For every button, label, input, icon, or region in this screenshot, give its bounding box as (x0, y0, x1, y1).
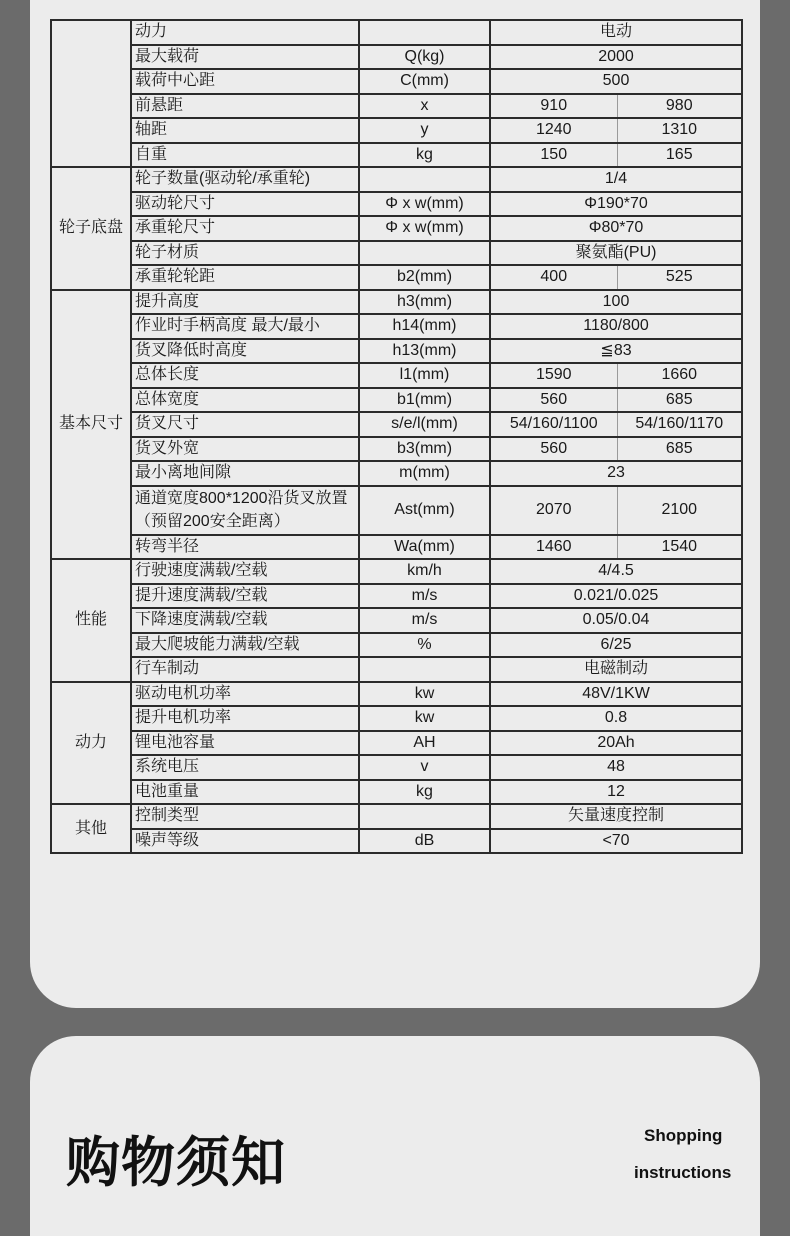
spec-unit: % (359, 633, 490, 658)
table-row (51, 461, 742, 486)
table-row (51, 118, 742, 143)
group-label: 其他 (51, 804, 131, 853)
spec-value: 0.05/0.04 (490, 608, 742, 633)
spec-label: 提升速度满载/空载 (131, 584, 359, 609)
spec-label: 自重 (131, 143, 359, 168)
spec-value-model-a: 910 (490, 94, 617, 119)
spec-value: 矢量速度控制 (490, 804, 742, 829)
spec-label: 承重轮尺寸 (131, 216, 359, 241)
table-row (51, 20, 742, 45)
spec-label: 最大爬坡能力满载/空载 (131, 633, 359, 658)
spec-value: 20Ah (490, 731, 742, 756)
spec-label: 转弯半径 (131, 535, 359, 560)
spec-label: 最大载荷 (131, 45, 359, 70)
spec-value-model-b: 685 (617, 388, 742, 413)
spec-label: 动力 (131, 20, 359, 45)
spec-label: 轮子数量(驱动轮/承重轮) (131, 167, 359, 192)
spec-unit: kw (359, 706, 490, 731)
group-label: 轮子底盘 (51, 167, 131, 290)
table-row (51, 241, 742, 266)
spec-unit: Q(kg) (359, 45, 490, 70)
table-row (51, 559, 742, 584)
spec-unit (359, 167, 490, 192)
spec-label: 货叉尺寸 (131, 412, 359, 437)
table-row (51, 486, 742, 535)
table-row (51, 731, 742, 756)
spec-value: 100 (490, 290, 742, 315)
table-row (51, 535, 742, 560)
spec-value-model-a: 560 (490, 437, 617, 462)
group-label (51, 20, 131, 167)
spec-label: 系统电压 (131, 755, 359, 780)
spec-label: 前悬距 (131, 94, 359, 119)
spec-value: Φ80*70 (490, 216, 742, 241)
table-row (51, 755, 742, 780)
spec-label: 锂电池容量 (131, 731, 359, 756)
spec-value-model-b: 525 (617, 265, 742, 290)
table-row (51, 167, 742, 192)
table-row (51, 706, 742, 731)
spec-unit: x (359, 94, 490, 119)
spec-unit: kg (359, 780, 490, 805)
spec-label: 提升电机功率 (131, 706, 359, 731)
table-row (51, 339, 742, 364)
spec-value: 1/4 (490, 167, 742, 192)
spec-label: 总体长度 (131, 363, 359, 388)
spec-value: 48V/1KW (490, 682, 742, 707)
table-row (51, 657, 742, 682)
spec-value-model-a: 1240 (490, 118, 617, 143)
spec-label: 货叉外宽 (131, 437, 359, 462)
table-row (51, 388, 742, 413)
group-label: 基本尺寸 (51, 290, 131, 560)
spec-unit: y (359, 118, 490, 143)
spec-value-model-a: 560 (490, 388, 617, 413)
spec-value: 4/4.5 (490, 559, 742, 584)
spec-label: 电池重量 (131, 780, 359, 805)
table-row (51, 192, 742, 217)
table-row (51, 633, 742, 658)
table-row (51, 780, 742, 805)
spec-value-model-b: 980 (617, 94, 742, 119)
spec-value: 电磁制动 (490, 657, 742, 682)
spec-value-model-b: 2100 (617, 486, 742, 535)
spec-unit: h3(mm) (359, 290, 490, 315)
spec-unit: m(mm) (359, 461, 490, 486)
spec-unit: C(mm) (359, 69, 490, 94)
spec-unit: m/s (359, 608, 490, 633)
spec-unit: km/h (359, 559, 490, 584)
spec-unit (359, 241, 490, 266)
spec-value-model-b: 1660 (617, 363, 742, 388)
spec-value: <70 (490, 829, 742, 854)
spec-unit: Φ x w(mm) (359, 216, 490, 241)
spec-value: ≦83 (490, 339, 742, 364)
spec-label: 提升高度 (131, 290, 359, 315)
spec-value-model-a: 1460 (490, 535, 617, 560)
spec-value-model-a: 400 (490, 265, 617, 290)
spec-unit: b1(mm) (359, 388, 490, 413)
spec-value-model-a: 54/160/1100 (490, 412, 617, 437)
spec-unit: Ast(mm) (359, 486, 490, 535)
spec-value-model-b: 1310 (617, 118, 742, 143)
table-row (51, 94, 742, 119)
spec-value: 23 (490, 461, 742, 486)
spec-value: 2000 (490, 45, 742, 70)
spec-label: 载荷中心距 (131, 69, 359, 94)
spec-value: 聚氨酯(PU) (490, 241, 742, 266)
spec-label: 货叉降低时高度 (131, 339, 359, 364)
table-row (51, 804, 742, 829)
table-row (51, 265, 742, 290)
table-row (51, 143, 742, 168)
spec-label: 驱动轮尺寸 (131, 192, 359, 217)
table-row (51, 829, 742, 854)
table-row (51, 608, 742, 633)
spec-unit: dB (359, 829, 490, 854)
spec-value: 6/25 (490, 633, 742, 658)
spec-label: 轮子材质 (131, 241, 359, 266)
spec-value: 0.8 (490, 706, 742, 731)
table-row (51, 69, 742, 94)
spec-value-model-b: 685 (617, 437, 742, 462)
spec-value: 500 (490, 69, 742, 94)
spec-value: 1180/800 (490, 314, 742, 339)
spec-unit: AH (359, 731, 490, 756)
shopping-title-en-line1: Shopping (644, 1126, 723, 1145)
spec-unit (359, 804, 490, 829)
table-row (51, 290, 742, 315)
spec-value: 48 (490, 755, 742, 780)
spec-unit: kg (359, 143, 490, 168)
spec-value-model-b: 54/160/1170 (617, 412, 742, 437)
spec-label: 承重轮轮距 (131, 265, 359, 290)
spec-unit (359, 657, 490, 682)
spec-value-model-b: 1540 (617, 535, 742, 560)
spec-unit: h13(mm) (359, 339, 490, 364)
spec-value-model-a: 1590 (490, 363, 617, 388)
spec-value: 0.021/0.025 (490, 584, 742, 609)
spec-label: 行驶速度满载/空载 (131, 559, 359, 584)
spec-label: 行车制动 (131, 657, 359, 682)
spec-label: 驱动电机功率 (131, 682, 359, 707)
spec-unit: s/e/l(mm) (359, 412, 490, 437)
spec-unit: v (359, 755, 490, 780)
spec-table (50, 19, 743, 854)
spec-label: 最小离地间隙 (131, 461, 359, 486)
spec-value-model-a: 150 (490, 143, 617, 168)
spec-value: 电动 (490, 20, 742, 45)
shopping-title-cn: 购物须知 (66, 1131, 286, 1194)
table-row (51, 363, 742, 388)
shopping-title-en-line2: instructions (634, 1163, 732, 1182)
table-row (51, 216, 742, 241)
spec-label: 通道宽度800*1200沿货叉放置（预留200安全距离） (131, 486, 359, 535)
table-row (51, 45, 742, 70)
table-row (51, 412, 742, 437)
spec-label: 下降速度满载/空载 (131, 608, 359, 633)
spec-label: 噪声等级 (131, 829, 359, 854)
spec-unit: h14(mm) (359, 314, 490, 339)
spec-unit: l1(mm) (359, 363, 490, 388)
spec-unit: b2(mm) (359, 265, 490, 290)
spec-unit: m/s (359, 584, 490, 609)
table-row (51, 682, 742, 707)
spec-unit: Wa(mm) (359, 535, 490, 560)
table-row (51, 584, 742, 609)
spec-label: 作业时手柄高度 最大/最小 (131, 314, 359, 339)
spec-label: 轴距 (131, 118, 359, 143)
table-row (51, 314, 742, 339)
group-label: 性能 (51, 559, 131, 682)
spec-unit (359, 20, 490, 45)
spec-unit: kw (359, 682, 490, 707)
spec-label: 总体宽度 (131, 388, 359, 413)
spec-value-model-b: 165 (617, 143, 742, 168)
spec-unit: b3(mm) (359, 437, 490, 462)
spec-unit: Φ x w(mm) (359, 192, 490, 217)
spec-value-model-a: 2070 (490, 486, 617, 535)
group-label: 动力 (51, 682, 131, 805)
table-row (51, 437, 742, 462)
spec-value: Φ190*70 (490, 192, 742, 217)
spec-value: 12 (490, 780, 742, 805)
spec-label: 控制类型 (131, 804, 359, 829)
